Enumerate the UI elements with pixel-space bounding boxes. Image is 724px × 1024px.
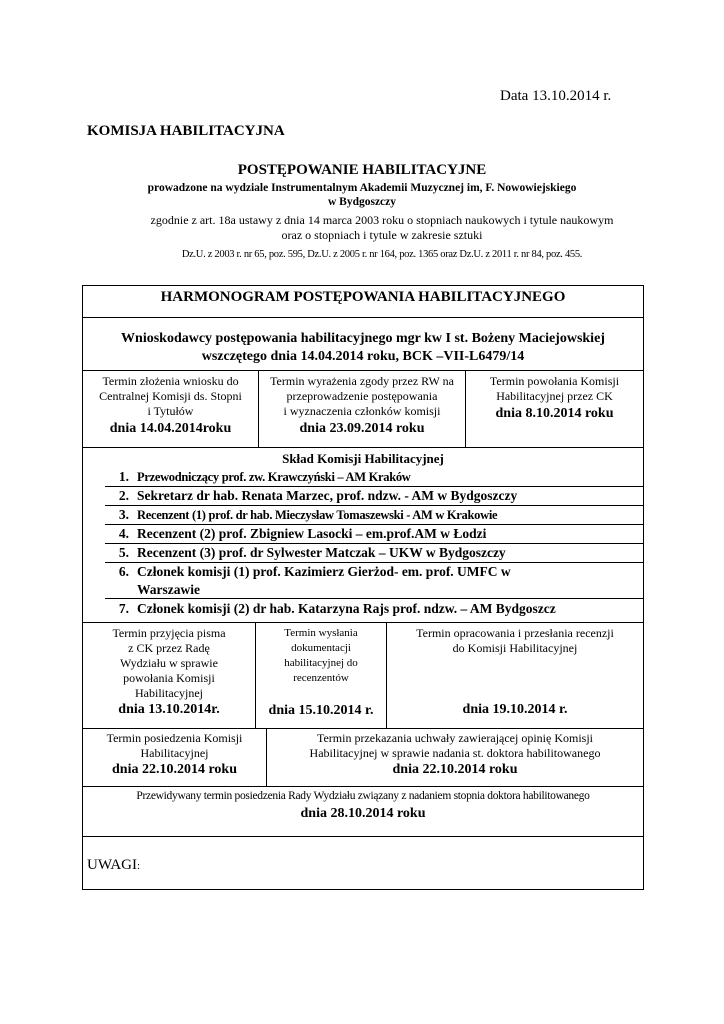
member-item: [105, 506, 635, 524]
cell-date: dnia 28.10.2014 roku: [300, 806, 426, 821]
procedure-title: POSTĘPOWANIE HABILITACYJNE: [237, 162, 487, 178]
cell-date: dnia 13.10.2014r.: [118, 702, 220, 717]
cell-text: przeprowadzenie postępowania: [286, 389, 438, 403]
member-text: Sekretarz dr hab. Renata Marzec, prof. ndzw. - AM w Bydgoszczy: [137, 488, 518, 503]
cell-text: Centralnej Komisji ds. Stopni: [99, 389, 242, 403]
legal-references: Dz.U. z 2003 r. nr 65, poz. 595, Dz.U. z 2005 r. nr 164, poz. 1365 oraz Dz.U. z 2011 r. nr 84, poz. 455.: [181, 249, 583, 260]
cell-date: dnia 23.09.2014 roku: [299, 421, 425, 436]
member-number: 4.: [118, 526, 129, 541]
cell-date: dnia 22.10.2014 roku: [112, 762, 237, 777]
cell-text: Habilitacyjnej: [135, 686, 203, 700]
member-number: 3.: [118, 507, 129, 522]
cell-text: Termin złożenia wniosku do: [102, 374, 239, 388]
cell-text: Termin wyrażenia zgody przez RW na: [270, 374, 454, 388]
cell-text: Termin opracowania i przesłania recenzji: [416, 626, 614, 640]
cell-text: Habilitacyjnej przez CK: [496, 389, 613, 403]
documentation-sending-cell: [256, 626, 386, 719]
member-item: [105, 563, 635, 599]
remarks-text: UWAGI: [87, 857, 137, 873]
member-item: [105, 487, 635, 505]
member-text: Recenzent (3) prof. dr Sylwester Matczak – UKW w Bydgoszczy: [137, 545, 506, 560]
cell-date: dnia 15.10.2014 r.: [268, 703, 374, 718]
cell-text: Termin posiedzenia Komisji: [106, 731, 243, 745]
cell-text: Wydziału w sprawie: [120, 656, 218, 670]
cell-text: Przewidywany termin posiedzenia Rady Wydziału związany z nadaniem stopnia doktora habilitowanego: [136, 790, 590, 802]
faculty-info: [0, 181, 724, 209]
cell-text: powołania Komisji: [123, 671, 215, 685]
member-text: Przewodniczący prof. zw. Krawczyński – AM Kraków: [137, 470, 411, 484]
cell-text: i wyznaczenia członków komisji: [283, 404, 441, 418]
cell-date: dnia 14.04.2014roku: [109, 421, 232, 436]
commission-meeting-cell: [83, 731, 266, 778]
commission-heading: KOMISJA HABILITACYJNA: [87, 123, 285, 139]
resolution-transfer-cell: [267, 731, 643, 778]
cell-text: Habilitacyjnej w sprawie nadania st. doktora habilitowanego: [309, 746, 601, 760]
review-preparation-cell: [387, 626, 643, 718]
remarks-label: [87, 857, 140, 874]
member-number: 7.: [118, 601, 129, 616]
cell-text: Termin przekazania uchwały zawierającej opinię Komisji: [316, 731, 594, 745]
cell-text: recenzentów: [293, 672, 349, 684]
member-text: Recenzent (2) prof. Zbigniew Lasocki – em.prof.AM w Łodzi: [137, 526, 487, 541]
table-title: HARMONOGRAM POSTĘPOWANIA HABILITACYJNEGO: [160, 289, 566, 305]
cell-date: dnia 8.10.2014 roku: [495, 406, 614, 421]
cell-text: habilitacyjnej do: [284, 657, 358, 669]
member-item: [105, 525, 635, 543]
faculty-council-cell: [83, 789, 643, 822]
member-text: Członek komisji (2) dr hab. Katarzyna Rajs prof. ndzw. – AM Bydgoszcz: [137, 601, 556, 616]
legal-line-1: zgodnie z art. 18a ustawy z dnia 14 marca 2003 roku o stopniach naukowych i tytule naukowym: [150, 213, 614, 227]
applicant-info: [83, 330, 643, 366]
legal-basis: [60, 213, 704, 243]
member-number: 6.: [118, 564, 129, 579]
cell-text: dokumentacji: [291, 642, 351, 654]
cell-text: Habilitacyjnej: [140, 746, 209, 760]
cell-text: Termin powołania Komisji: [489, 374, 620, 388]
applicant-line-1: Wnioskodawcy postępowania habilitacyjnego mgr kw I st. Bożeny Maciejowskiej: [121, 331, 605, 346]
member-item: [105, 544, 635, 562]
cell-text: do Komisji Habilitacyjnej: [452, 641, 578, 655]
schedule-table: [82, 285, 644, 890]
member-item: [105, 600, 635, 618]
faculty-line-1: prowadzone na wydziale Instrumentalnym Akademii Muzycznej im, F. Nowowiejskiego: [147, 182, 577, 194]
cell-date: dnia 22.10.2014 roku: [392, 762, 518, 777]
cell-text: Termin przyjęcia pisma: [112, 626, 226, 640]
member-number: 2.: [118, 488, 129, 503]
commission-appointment-cell: [466, 374, 643, 422]
cell-text: i Tytułów: [147, 404, 194, 418]
remarks-colon: :: [137, 860, 141, 872]
document-date: Data 13.10.2014 r.: [500, 88, 612, 104]
faculty-line-2: w Bydgoszczy: [327, 196, 397, 208]
members-title: Skład Komisji Habilitacyjnej: [282, 451, 444, 466]
member-text-continued: Warszawie: [137, 582, 200, 597]
cell-text: Termin wysłania: [284, 627, 358, 639]
application-submission-cell: [83, 374, 258, 437]
council-consent-cell: [259, 374, 465, 437]
member-number: 1.: [118, 469, 129, 484]
applicant-line-2: wszczętego dnia 14.04.2014 roku, BCK –VII-L6479/14: [201, 349, 525, 364]
legal-line-2: oraz o stopniach i tytule w zakresie sztuki: [281, 228, 483, 242]
cell-text: z CK przez Radę: [128, 641, 210, 655]
ck-letter-cell: [83, 626, 255, 718]
member-text: Recenzent (1) prof. dr hab. Mieczysław Tomaszewski - AM w Krakowie: [137, 508, 498, 522]
member-text: Członek komisji (1) prof. Kazimierz Gierżod- em. prof. UMFC w: [137, 564, 511, 579]
member-item: [105, 468, 635, 486]
member-number: 5.: [118, 545, 129, 560]
cell-date: dnia 19.10.2014 r.: [462, 702, 568, 717]
